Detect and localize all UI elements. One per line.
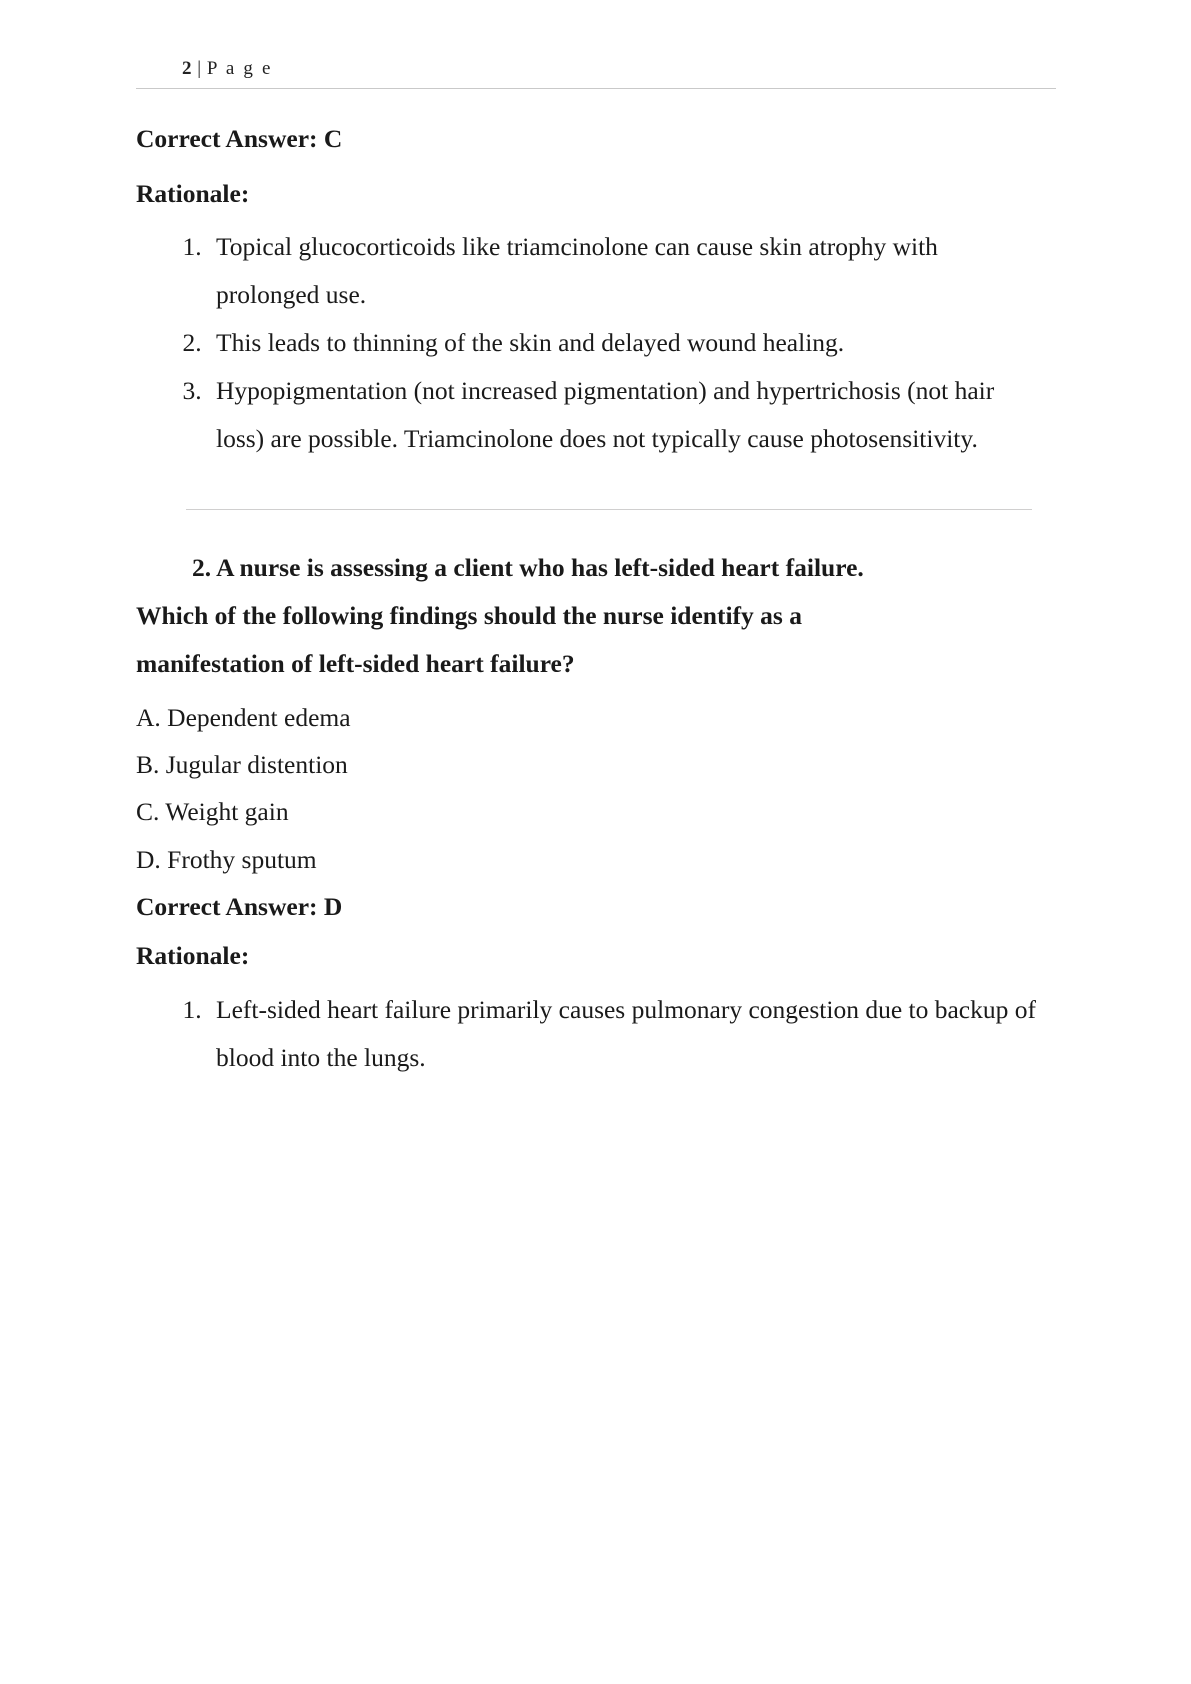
q2-option-c: C. Weight gain xyxy=(136,797,289,827)
section-divider-wrap xyxy=(136,509,1036,510)
q2-option-d: D. Frothy sputum xyxy=(136,844,317,874)
list-item: 2. This leads to thinning of the skin and delayed wound healing. xyxy=(208,319,1036,367)
q2-option-a: A. Dependent edema xyxy=(136,702,351,732)
page-header xyxy=(136,58,1056,98)
q2-stem-line-1: 2. A nurse is assessing a client who has left-sided heart failure. xyxy=(192,552,864,582)
list-item: 1. Left-sided heart failure primarily causes pulmonary congestion due to backup of blood into the lungs. xyxy=(208,986,1036,1082)
q1-rationale-list xyxy=(136,223,1036,463)
q2-correct-answer: Correct Answer: D xyxy=(136,892,343,922)
q1-correct-answer: Correct Answer: C xyxy=(136,124,343,153)
section-divider xyxy=(186,509,1032,510)
document-content xyxy=(136,122,1036,1082)
q2-stem xyxy=(136,544,1036,688)
q2-stem-line-3: manifestation of left-sided heart failure? xyxy=(136,648,575,678)
page-header-text xyxy=(136,58,1056,80)
q2-rationale-label: Rationale: xyxy=(136,940,250,970)
header-page-label: P a g e xyxy=(206,58,273,79)
list-item: 1. Topical glucocorticoids like triamcinolone can cause skin atrophy with prolonged use. xyxy=(208,223,1036,319)
q2-option-b: B. Jugular distention xyxy=(136,750,348,780)
list-item: 3. Hypopigmentation (not increased pigmentation) and hypertrichosis (not hair loss) are possible. Triamcinolone does not typically cause photosensitivity. xyxy=(208,367,1036,463)
header-separator: | xyxy=(197,58,202,79)
q2-rationale-list xyxy=(136,986,1036,1082)
header-divider xyxy=(136,88,1056,89)
q1-rationale-label: Rationale: xyxy=(136,179,250,209)
q2-stem-line-2: Which of the following findings should the nurse identify as a xyxy=(136,600,802,630)
header-page-number: 2 xyxy=(182,58,192,79)
